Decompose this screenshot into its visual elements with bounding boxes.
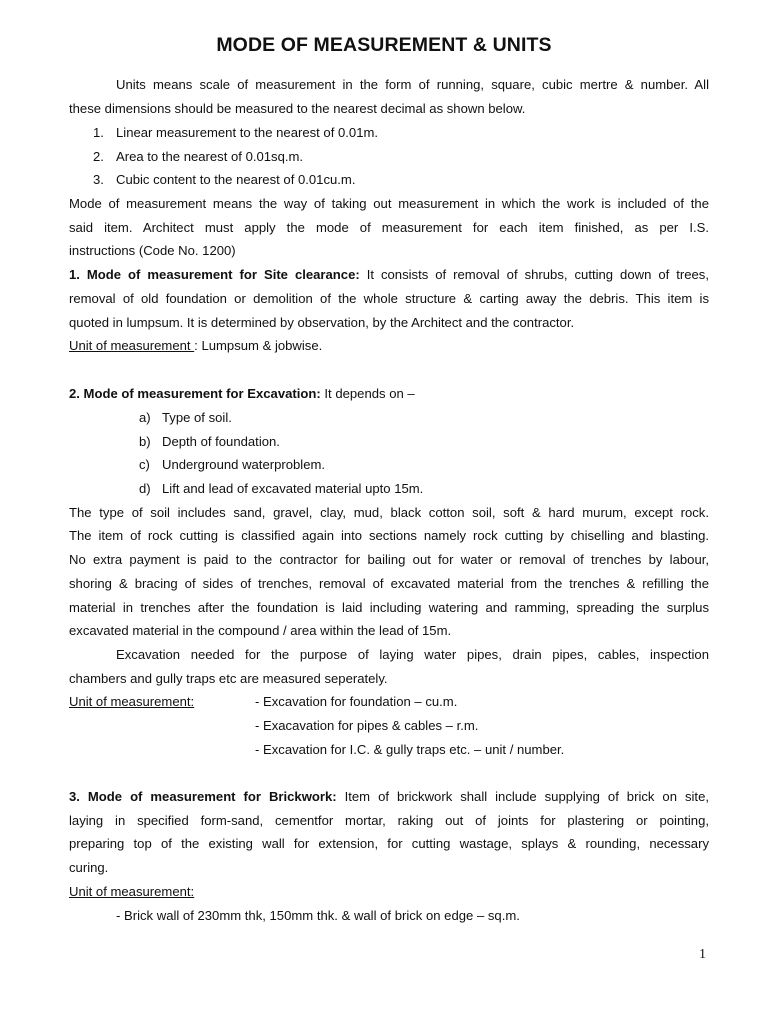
section1-line-2: removal of old foundation or demolition of the whole structure & carting away the debris. This item is <box>69 291 709 306</box>
section2-heading: 2. Mode of measurement for Excavation: <box>69 386 321 401</box>
section2-para-line-5: material in trenches after the foundation is laid including watering and ramming, spreading the surplus <box>69 600 709 615</box>
section2-unit-item-3: - Excavation for I.C. & gully traps etc. – unit / number. <box>255 742 565 757</box>
section3-heading: 3. Mode of measurement for Brickwork: <box>69 789 337 804</box>
intro-para-line-1: Mode of measurement means the way of taking out measurement in which the work is included of the <box>69 196 709 211</box>
intro-line-1: Units means scale of measurement in the form of running, square, cubic mertre & number. All <box>116 77 709 92</box>
section1-line-1 <box>69 267 709 283</box>
section2-para2-line-1: Excavation needed for the purpose of laying water pipes, drain pipes, cables, inspection <box>116 647 709 662</box>
section2-heading-text: It depends on – <box>320 386 415 401</box>
section3-unit-label: Unit of measurement: <box>69 884 195 899</box>
section2-list-marker-a: a) <box>139 410 151 425</box>
section2-para-line-6: excavated material in the compound / area within the lead of 15m. <box>69 623 452 638</box>
intro-list-item-2: Area to the nearest of 0.01sq.m. <box>116 149 304 164</box>
section2-para-line-2: The item of rock cutting is classified again into sections namely rock cutting by chiselling and blasting. <box>69 528 709 543</box>
section3-line-1-text: Item of brickwork shall include supplying of brick on site, <box>336 789 709 804</box>
section2-list-marker-d: d) <box>139 481 151 496</box>
section1-unit-value: : Lumpsum & jobwise. <box>194 338 323 353</box>
section1-heading: 1. Mode of measurement for Site clearance: <box>69 267 360 282</box>
section2-list-item-c: Underground waterproblem. <box>162 457 326 472</box>
section2-heading-line <box>69 386 709 402</box>
section1-unit-label: Unit of measurement <box>69 338 195 353</box>
section3-line-4: curing. <box>69 860 109 875</box>
intro-list-marker-3: 3. <box>93 172 104 187</box>
section3-line-3: preparing top of the existing wall for extension, for cutting wastage, splays & rounding, necessary <box>69 836 709 851</box>
section3-line-2: laying in specified form-sand, cementfor mortar, raking out of joints for plastering or pointing, <box>69 813 709 828</box>
section2-para-line-1: The type of soil includes sand, gravel, clay, mud, black cotton soil, soft & hard murum, except rock. <box>69 505 709 520</box>
section2-list-item-a: Type of soil. <box>162 410 232 425</box>
section2-list-item-d: Lift and lead of excavated material upto 15m. <box>162 481 424 496</box>
intro-list-marker-1: 1. <box>93 125 104 140</box>
section2-unit-item-2: - Exacavation for pipes & cables – r.m. <box>255 718 479 733</box>
section2-para-line-4: shoring & bracing of sides of trenches, removal of excavated material from the trenches & refilling the <box>69 576 709 591</box>
section2-unit-item-1: - Excavation for foundation – cu.m. <box>255 694 458 709</box>
section2-list-marker-c: c) <box>139 457 150 472</box>
intro-list-marker-2: 2. <box>93 149 104 164</box>
page-number: 1 <box>699 947 706 962</box>
intro-line-2: these dimensions should be measured to the nearest decimal as shown below. <box>69 101 526 116</box>
page-title: MODE OF MEASUREMENT & UNITS <box>216 34 552 56</box>
section2-list-item-b: Depth of foundation. <box>162 434 280 449</box>
section2-para2-line-2: chambers and gully traps etc are measured seperately. <box>69 671 388 686</box>
intro-list-item-1: Linear measurement to the nearest of 0.01m. <box>116 125 379 140</box>
intro-para-line-3: instructions (Code No. 1200) <box>69 243 236 258</box>
section3-line-1 <box>69 789 709 805</box>
section1-line-1-text: It consists of removal of shrubs, cutting down of trees, <box>359 267 709 282</box>
section3-unit-item: - Brick wall of 230mm thk, 150mm thk. & wall of brick on edge – sq.m. <box>116 908 520 923</box>
section1-line-3: quoted in lumpsum. It is determined by observation, by the Architect and the contractor. <box>69 315 575 330</box>
intro-para-line-2: said item. Architect must apply the mode of measurement for each item finished, as per I.S. <box>69 220 709 235</box>
section2-list-marker-b: b) <box>139 434 151 449</box>
intro-list-item-3: Cubic content to the nearest of 0.01cu.m. <box>116 172 356 187</box>
section2-unit-label: Unit of measurement: <box>69 694 195 709</box>
section1-unit <box>69 338 709 354</box>
section2-para-line-3: No extra payment is paid to the contractor for bailing out for water or removal of trenches by labour, <box>69 552 709 567</box>
